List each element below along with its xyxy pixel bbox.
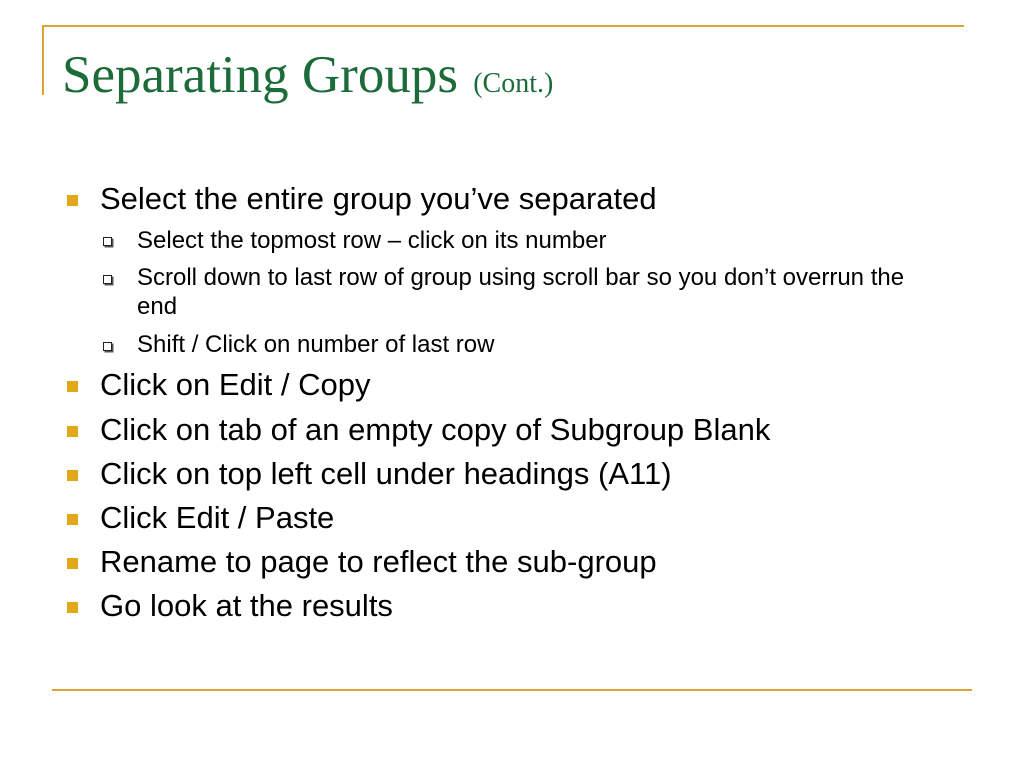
sub-bullet-item: Scroll down to last row of group using scroll bar so you don’t overrun the end <box>137 264 905 320</box>
bullet-item: Click on top left cell under headings (A11) <box>100 456 672 491</box>
title-main: Separating Groups <box>62 46 458 104</box>
square-bullet-icon <box>67 558 78 569</box>
footer-rule <box>52 689 972 691</box>
sub-bullet-item: Select the topmost row – click on its number <box>137 227 607 254</box>
square-bullet-icon <box>67 470 78 481</box>
bullet-item: Click on Edit / Copy <box>100 367 371 402</box>
square-bullet-icon <box>67 602 78 613</box>
square-bullet-icon <box>67 514 78 525</box>
bullet-item: Click Edit / Paste <box>100 500 335 535</box>
square-bullet-icon <box>67 195 78 206</box>
frame-top-rule <box>42 25 964 27</box>
bullet-item: Go look at the results <box>100 588 393 623</box>
square-bullet-icon <box>67 381 78 392</box>
hollow-square-bullet-icon <box>103 237 112 246</box>
hollow-square-bullet-icon <box>103 275 112 284</box>
bullet-item: Click on tab of an empty copy of Subgroup Blank <box>100 412 771 447</box>
title-suffix: (Cont.) <box>473 68 554 99</box>
hollow-square-bullet-icon <box>103 342 112 351</box>
sub-bullet-item: Shift / Click on number of last row <box>137 331 495 358</box>
bullet-item: Select the entire group you’ve separated <box>100 181 657 216</box>
square-bullet-icon <box>67 426 78 437</box>
frame-left-rule <box>42 25 44 95</box>
slide-title <box>62 40 553 119</box>
bullet-item: Rename to page to reflect the sub-group <box>100 544 657 579</box>
